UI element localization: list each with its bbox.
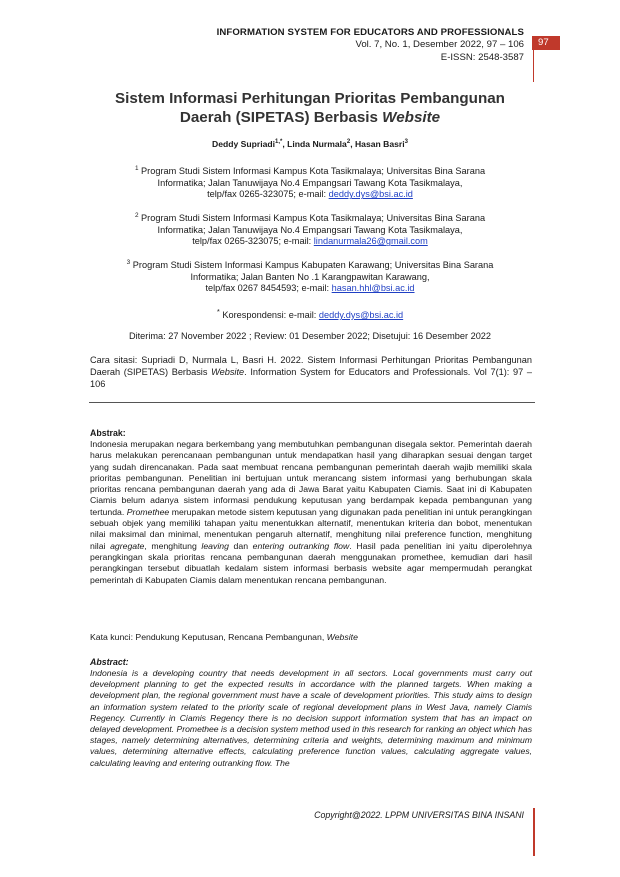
affiliation-1-sup: 1 — [134, 165, 139, 172]
affiliation-2-sup: 2 — [134, 212, 139, 219]
affiliation-2 — [100, 210, 520, 248]
affiliation-1-line1: Program Studi Sistem Informasi Kampus Kota Tasikmalaya; Universitas Bina Sarana — [138, 166, 486, 177]
correspondence-label: Korespondensi: e-mail: — [219, 310, 319, 321]
affiliation-1-email-link[interactable]: deddy.dys@bsi.ac.id — [328, 189, 413, 200]
title-line-2 — [60, 109, 560, 128]
affiliation-3-phone: telp/fax 0267 8454593; e-mail: — [205, 283, 332, 294]
citation-text: Cara sitasi: Supriadi D, Nurmala L, Basri H. 2022. Sistem Informasi Perhitungan Prioritas Pembangunan Daerah (SIPETAS) Berbasis — [90, 355, 532, 377]
citation-block — [90, 355, 532, 390]
author-1: Deddy Supriadi — [211, 139, 276, 149]
author-3-sup: 3 — [404, 139, 408, 146]
section-divider — [89, 402, 535, 403]
keywords-text: Pendukung Keputusan, Rencana Pembangunan, — [132, 632, 327, 642]
correspondence-sup: * — [216, 307, 220, 316]
author-separator: , — [282, 139, 288, 149]
author-2-sup: 2 — [346, 139, 351, 146]
author-separator: , — [350, 139, 355, 149]
correspondence-email-link[interactable]: deddy.dys@bsi.ac.id — [318, 310, 404, 321]
journal-header — [217, 27, 524, 64]
affiliation-2-email-link[interactable]: lindanurmala26@gmail.com — [313, 236, 428, 247]
citation-italic: Website — [211, 366, 245, 377]
affiliation-2-line2: Informatika; Jalan Tanuwijaya No.4 Empangsari Tawang Kota Tasikmalaya, — [157, 224, 463, 235]
abstract-body: Indonesia is a developing country that needs development in all sectors. Local governments must carry out development planning to get the expected results in accordance with the planned targets. When making a development plan, the regional government must have a scale of development priorities. This study aims to design an information system related to the priority scale of regional development plans in West Java, namely Ciamis Regency. Currently in Ciamis Regency there is no decision support information system that has an impact on delayed development. Promethee is a decision system method used in this research for ranking an object which has stages, namely determining alternatives, determining criteria and weights, determining maximum and minimum values, determining alternative effects, calculating preference function values, calculating aggregate values, calculating leaving and entering outranking flow. The — [90, 668, 532, 768]
affiliation-3-email-link[interactable]: hasan.hhl@bsi.ac.id — [331, 283, 415, 294]
title-line-2-text: Daerah (SIPETAS) Berbasis — [179, 108, 383, 126]
author-1-sup: 1,* — [275, 139, 283, 146]
abstrak-italic: leaving — [201, 540, 229, 551]
page-number-badge: 97 — [532, 36, 560, 50]
affiliation-1-line2: Informatika; Jalan Tanuwijaya No.4 Empangsari Tawang Kota Tasikmalaya, — [157, 177, 463, 188]
submission-dates: Diterima: 27 November 2022 ; Review: 01 Desember 2022; Disetujui: 16 Desember 2022 — [128, 331, 492, 341]
abstrak-body — [90, 439, 532, 586]
affiliation-3-sup: 3 — [126, 259, 131, 266]
footer-accent-rule — [533, 808, 535, 856]
journal-issn: E-ISSN: 2548-3587 — [440, 51, 524, 63]
abstrak-text: Indonesia merupakan negara berkembang yang membutuhkan pembangunan disegala sektor. Pemerintah daerah harus melakukan perencanaan pembangunan untuk mendapatkan hasil yang diharapkan sesuai dengan target yang sudah direncanakan. Pada saat membuat rencana pembangunan pemerintah daerah wajib memiliki skala prioritas pembangunan. Penelitian ini bertujuan untuk merancang sistem informasi yang berhubungan skala prioritas rencana pembangunan daerah yang ada di Jawa Barat yaitu Kabupaten Ciamis. Saat ini di Kabupaten Ciamis belum adanya sistem informasi pendukung keputusan yang berdampak kepada pembangunan yang tertunda. — [90, 439, 532, 517]
citation-text-end: . Information System for Educators and Professionals. Vol 7(1): 97 – 106 — [90, 366, 532, 389]
keywords-italic: Website — [326, 632, 358, 642]
abstrak-text: dan — [228, 540, 253, 551]
paper-title — [60, 90, 560, 127]
author-3: Hasan Basri — [354, 139, 405, 149]
abstrak-label: Abstrak: — [90, 428, 126, 438]
title-line-1: Sistem Informasi Perhitungan Prioritas Pembangunan — [115, 90, 505, 107]
journal-volume: Vol. 7, No. 1, Desember 2022, 97 – 106 — [355, 39, 524, 51]
affiliation-2-phone: telp/fax 0265-323075; e-mail: — [192, 236, 314, 247]
abstrak-italic: entering outranking flow — [252, 540, 350, 551]
abstrak-italic: Promethee — [126, 506, 170, 517]
abstrak-text: merupakan metode sistem keputusan yang digunakan pada penelitian ini untuk perangkingan sebuah objek yang memiliki tahapan yaitu menentukkan alternatif, menentukan kriteria dan bobot, menentukan nilai maksimal dan minimal, menentukan pengaruh alternatif, menghitung nilai preference function, menghitung nilai — [90, 506, 532, 551]
affiliation-3-line2: Informatika; Jalan Banten No .1 Karangpawitan Karawang, — [190, 271, 430, 282]
author-2: Linda Nurmala — [287, 139, 347, 149]
affiliation-3-line1: Program Studi Sistem Informasi Kampus Kabupaten Karawang; Universitas Bina Sarana — [130, 260, 494, 271]
affiliation-2-line1: Program Studi Sistem Informasi Kampus Kota Tasikmalaya; Universitas Bina Sarana — [138, 213, 486, 224]
header-accent-rule — [533, 50, 534, 82]
correspondence — [60, 307, 560, 320]
keywords-label: Kata kunci: — [90, 632, 133, 642]
affiliation-1-phone: telp/fax 0265-323075; e-mail: — [207, 189, 329, 200]
footer-copyright: Copyright@2022. LPPM UNIVERSITAS BINA INSANI — [314, 810, 524, 820]
abstract-label: Abstract: — [90, 657, 129, 667]
author-list — [60, 139, 560, 149]
keywords — [90, 632, 532, 642]
journal-name: INFORMATION SYSTEM FOR EDUCATORS AND PROFESSIONALS — [216, 27, 524, 38]
title-line-2-italic: Website — [382, 108, 441, 126]
abstrak-text: . Hasil pada penelitian ini yaitu diperolehnya perangkingan skala prioritas rencana pembangunan daerah menggunakan promethee, kemudian dari hasil perangkingan tersebut dibuatlah kedalam sistem informasi berbasis website agar mempermudah perangkat pemerintah di Kabupaten Ciamis dalam menentukan rencana pembangunan. — [90, 540, 532, 585]
abstrak-italic: agregate — [110, 540, 145, 551]
affiliation-1 — [100, 163, 520, 201]
affiliation-3 — [100, 257, 520, 295]
abstrak-text: , menghitung — [144, 540, 202, 551]
